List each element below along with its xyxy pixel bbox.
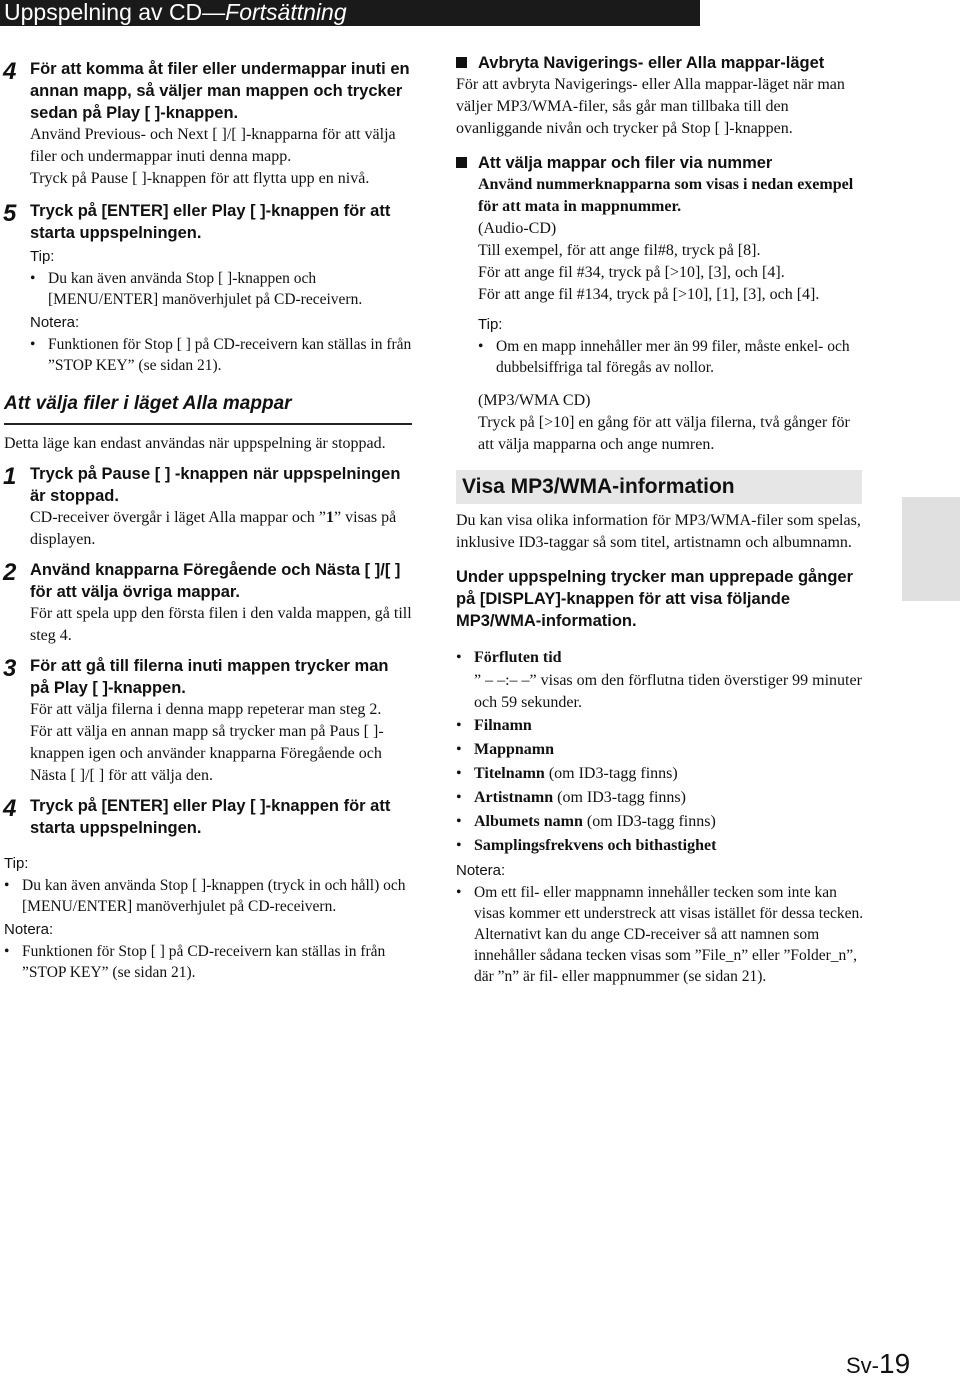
mp3-cd-label: (MP3/WMA CD): [478, 392, 591, 409]
step-3: [4, 655, 412, 787]
info-list: [456, 646, 868, 858]
step-number: 4: [3, 58, 17, 85]
tip-label: Tip:: [478, 316, 503, 333]
list-item: • Samplingsfrekvens och bithastighet: [456, 834, 868, 858]
note-item: • Funktionen för Stop [ ] på CD-receivern kan ställas in från ”STOP KEY” (se sidan 21).: [30, 334, 412, 376]
step-body: För att välja filerna i denna mapp repeterar man steg 2.: [30, 701, 382, 718]
list-item: • Albumets namn (om ID3-tagg finns): [456, 810, 868, 834]
example-2: För att ange fil #34, tryck på [>10], [3], och [4].: [478, 264, 785, 281]
cancel-body: För att avbryta Navigerings- eller Alla mappar-läget när man väljer MP3/WMA-filer, sås går man tillbaka till den ovanliggande nivån och trycker på Stop [ ]-knappen.: [456, 76, 845, 137]
step-heading: För att gå till filerna inuti mappen trycker man på Play [ ]-knappen.: [30, 657, 389, 697]
note-label: Notera:: [4, 921, 54, 938]
elapsed-note: ” – –:– –” visas om den förflutna tiden överstiger 99 minuter och 59 sekunder.: [474, 672, 862, 711]
list-item: • Artistnamn (om ID3-tagg finns): [456, 786, 868, 810]
mp3-body: Tryck på [>10] en gång för att välja filerna, två gånger för att välja mapparna och ange numren.: [478, 414, 850, 453]
tip-label: Tip:: [30, 248, 55, 265]
list-item: • Filnamn: [456, 714, 868, 738]
step-number: 3: [3, 655, 17, 682]
page-title: Uppspelning av CD—Fortsättning: [4, 0, 347, 25]
tip-label: Tip:: [4, 855, 29, 872]
example-3: För att ange fil #134, tryck på [>10], [1], [3], och [4].: [478, 286, 820, 303]
step-2: [4, 559, 412, 647]
note-item: • Om ett fil- eller mappnamn innehåller tecken som inte kan visas kommer ett understreck att visas istället för dessa tecken. Alternativt kan du ange CD-receiver så att namnen som innehåller sådana tecken visas som ”File_n” eller ”Folder_n”, där ”n” är fil- eller mappnummer (se sidan 21).: [456, 882, 868, 987]
audio-cd-label: (Audio-CD): [478, 220, 557, 237]
step-heading: Tryck på [ENTER] eller Play [ ]-knappen för att starta uppspelningen.: [30, 202, 391, 242]
note-item: • Funktionen för Stop [ ] på CD-receivern kan ställas in från ”STOP KEY” (se sidan 21).: [4, 941, 412, 983]
step-heading: Använd knapparna Föregående och Nästa [ ]/[ ] för att välja övriga mappar.: [30, 561, 401, 601]
list-item: • Mappnamn: [456, 738, 868, 762]
tip-item: • Du kan även använda Stop [ ]-knappen och [MENU/ENTER] manöverhjulet på CD-receivern.: [30, 268, 412, 310]
step-body: CD-receiver övergår i läget Alla mappar och ”1” visas på displayen.: [30, 509, 397, 548]
square-bullet-icon: [456, 57, 467, 68]
step-number: 5: [3, 200, 17, 227]
step-1: [4, 463, 412, 551]
step-body: Använd Previous- och Next [ ]/[ ]-knapparna för att välja filer och undermappar inuti denna mapp.: [30, 126, 396, 165]
step-4b: [4, 795, 412, 839]
page-number: Sv-19: [846, 1348, 911, 1379]
step-body: För att spela upp den första filen i den valda mappen, gå till steg 4.: [30, 605, 412, 644]
step-heading: För att komma åt filer eller undermappar inuti en annan mapp, så väljer man mappen och trycker sedan på Play [ ]-knappen.: [30, 60, 410, 122]
step-number: 4: [3, 795, 17, 822]
step-heading: Tryck på Pause [ ] -knappen när uppspelningen är stoppad.: [30, 465, 401, 505]
cancel-heading: Avbryta Navigerings- eller Alla mappar-läget: [456, 52, 868, 74]
list-item: • Titelnamn (om ID3-tagg finns): [456, 762, 868, 786]
tip-item: • Du kan även använda Stop [ ]-knappen (tryck in och håll) och [MENU/ENTER] manöverhjulet på CD-receivern.: [4, 875, 412, 917]
step-heading: Tryck på [ENTER] eller Play [ ]-knappen för att starta uppspelningen.: [30, 797, 391, 837]
number-instruction: Använd nummerknapparna som visas i nedan exempel för att mata in mappnummer.: [478, 176, 854, 215]
step-number: 1: [3, 463, 17, 490]
note-label: Notera:: [30, 314, 80, 331]
note-label: Notera:: [456, 862, 506, 879]
step-number: 2: [3, 559, 17, 586]
info-heading: Under uppspelning trycker man upprepade gånger på [DISPLAY]-knappen för att visa följande MP3/WMA-information.: [456, 568, 853, 630]
list-item: • Förfluten tid: [456, 646, 868, 670]
tip-item: • Om en mapp innehåller mer än 99 filer, måste enkel- och dubbelsiffriga tal föregås av nollor.: [478, 336, 868, 378]
example-1: Till exempel, för att ange fil#8, tryck på [8].: [478, 242, 761, 259]
step-4a: [4, 58, 412, 190]
side-tab: [902, 497, 960, 601]
step-body: För att välja en annan mapp så trycker man på Paus [ ]-knappen igen och använder knapparna Föregående och Nästa [ ]/[ ] för att välja den.: [30, 723, 384, 784]
info-body: Du kan visa olika information för MP3/WMA-filer som spelas, inklusive ID3-taggar så som titel, artistnamn och albumnamn.: [456, 512, 861, 551]
page-header: [0, 0, 700, 26]
info-section-title: Visa MP3/WMA-information: [456, 470, 862, 504]
left-column: [4, 58, 412, 983]
step-5: [4, 200, 412, 376]
number-heading: Att välja mappar och filer via nummer: [456, 152, 868, 174]
section-title: Att välja filer i läget Alla mappar: [4, 392, 412, 425]
square-bullet-icon: [456, 157, 467, 168]
right-column: [456, 52, 868, 987]
step-body: Tryck på Pause [ ]-knappen för att flytta upp en nivå.: [30, 170, 370, 187]
section-intro: Detta läge kan endast användas när uppspelning är stoppad.: [4, 435, 386, 452]
